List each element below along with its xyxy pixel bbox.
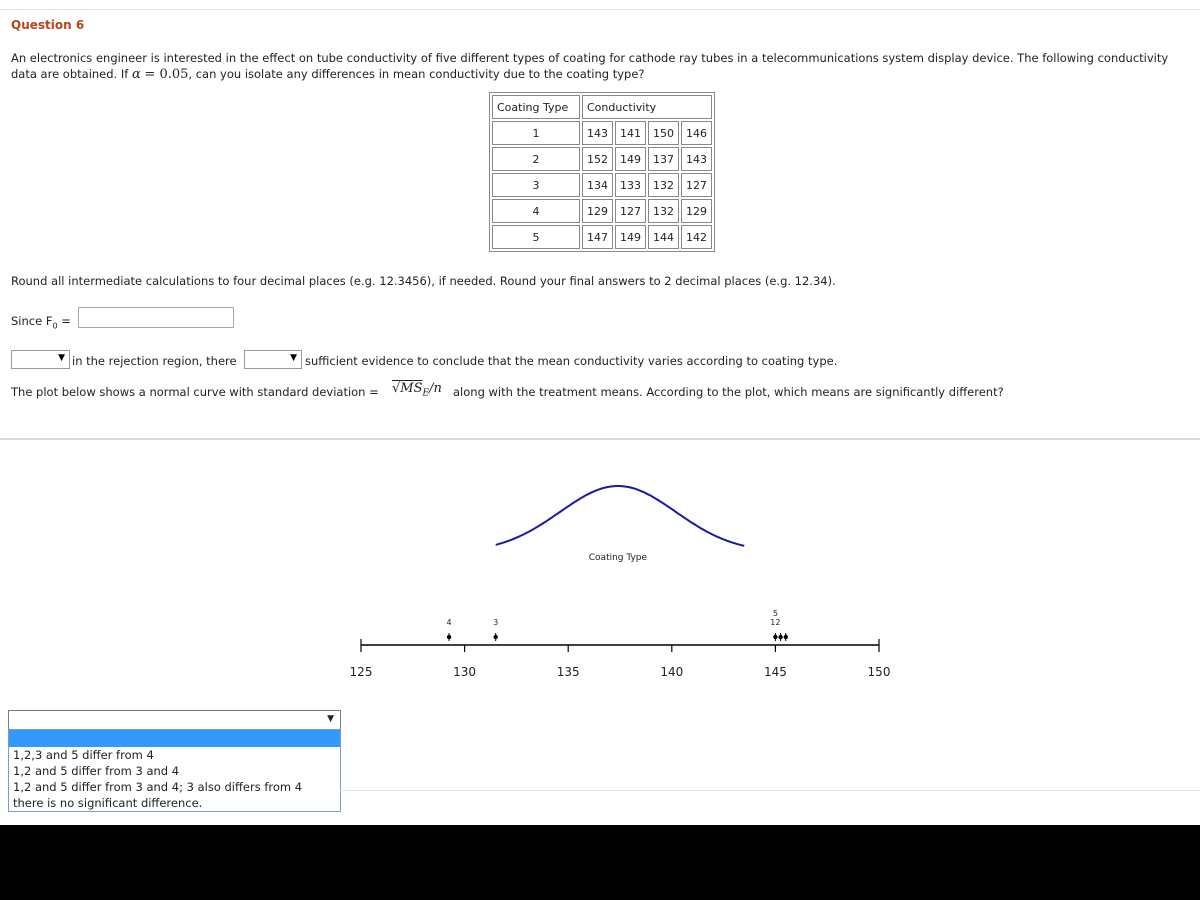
table-header-row [492, 95, 712, 119]
coating-type-cell: 2 [492, 147, 580, 171]
formula-main: √MS [392, 381, 423, 396]
f0-subscript: 0 [52, 321, 58, 331]
point-label: 4 [446, 618, 452, 627]
value-cell: 129 [681, 199, 712, 223]
value-cell: 143 [681, 147, 712, 171]
value-cell: 152 [582, 147, 613, 171]
x-tick-label: 145 [763, 665, 787, 679]
question-statement [11, 50, 1191, 83]
value-cell: 144 [648, 225, 679, 249]
since-text: Since F [11, 314, 53, 328]
x-tick-label: 150 [867, 665, 891, 679]
dropdown-arrow-icon: ▼ [58, 353, 65, 363]
table-row [492, 147, 712, 171]
value-cell: 129 [582, 199, 613, 223]
plot-question: along with the treatment means. According to the plot, which means are significantly different? [453, 385, 1004, 399]
value-cell: 149 [615, 147, 646, 171]
section-divider [340, 790, 1200, 791]
table-row [492, 199, 712, 223]
alpha-symbol: α [131, 67, 141, 82]
question-title: Question 6 [11, 18, 85, 32]
answer-option[interactable]: 1,2,3 and 5 differ from 4 [13, 748, 154, 762]
answer-option[interactable]: there is no significant difference. [13, 796, 203, 810]
evidence-text: sufficient evidence to conclude that the mean conductivity varies according to coating type. [305, 354, 838, 368]
evidence-dropdown[interactable] [244, 350, 302, 369]
value-cell: 141 [615, 121, 646, 145]
coating-type-cell: 1 [492, 121, 580, 145]
value-cell: 132 [648, 199, 679, 223]
point-label: 3 [493, 618, 499, 627]
value-cell: 149 [615, 225, 646, 249]
x-tick-label: 140 [660, 665, 684, 679]
value-cell: 146 [681, 121, 712, 145]
x-tick-label: 125 [349, 665, 373, 679]
coating-type-cell: 3 [492, 173, 580, 197]
since-f0-label [11, 314, 71, 330]
value-cell: 150 [648, 121, 679, 145]
coating-type-cell: 4 [492, 199, 580, 223]
dropdown-arrow-icon: ▼ [290, 353, 297, 363]
answer-options-list [8, 729, 341, 812]
point-label: 5 [772, 609, 778, 618]
table-row [492, 121, 712, 145]
coating-type-cell: 5 [492, 225, 580, 249]
value-cell: 127 [615, 199, 646, 223]
formula-sub: E [422, 388, 430, 399]
point-label: 12 [770, 618, 781, 627]
black-bottom-bar [0, 825, 1200, 900]
value-cell: 134 [582, 173, 613, 197]
value-cell: 137 [648, 147, 679, 171]
plot-description: The plot below shows a normal curve with standard deviation = [11, 385, 379, 399]
curve-label: Coating Type [588, 553, 648, 563]
table-row [492, 225, 712, 249]
value-cell: 132 [648, 173, 679, 197]
answer-option[interactable]: 1,2 and 5 differ from 3 and 4; 3 also differs from 4 [13, 780, 303, 794]
value-cell: 142 [681, 225, 712, 249]
value-cell: 147 [582, 225, 613, 249]
normal-curve-plot [0, 460, 1200, 690]
statement-part2: , can you isolate any differences in mean conductivity due to the coating type? [188, 67, 645, 81]
header-coating-type: Coating Type [492, 95, 580, 119]
value-cell: 143 [582, 121, 613, 145]
dropdown-arrow-icon: ▼ [327, 714, 334, 724]
x-tick-label: 130 [453, 665, 477, 679]
header-conductivity: Conductivity [582, 95, 712, 119]
value-cell: 127 [681, 173, 712, 197]
rounding-instructions: Round all intermediate calculations to four decimal places (e.g. 12.3456), if needed. Round your final answers to 2 decimal places (e.g. 12.34). [11, 274, 836, 288]
answer-select[interactable] [8, 710, 341, 730]
answer-option-blank[interactable] [9, 730, 340, 747]
table-row [492, 173, 712, 197]
rejection-region-dropdown[interactable] [11, 350, 70, 369]
since-equals: = [57, 314, 71, 328]
answer-option[interactable]: 1,2 and 5 differ from 3 and 4 [13, 764, 180, 778]
conductivity-table [489, 92, 715, 252]
alpha-value: = 0.05 [144, 67, 189, 82]
f0-input[interactable] [78, 307, 234, 328]
formula-tail: /n [429, 381, 442, 396]
sqrt-formula [392, 381, 442, 399]
normal-curve [496, 486, 745, 546]
statement-part1: An electronics engineer is interested in the effect on tube conductivity of five different types of coating for cathode ray tubes in a telecommunications system display device. The following conductivity data are obtained. If [11, 51, 1169, 81]
rejection-text: in the rejection region, there [72, 354, 237, 368]
value-cell: 133 [615, 173, 646, 197]
x-tick-label: 135 [556, 665, 580, 679]
